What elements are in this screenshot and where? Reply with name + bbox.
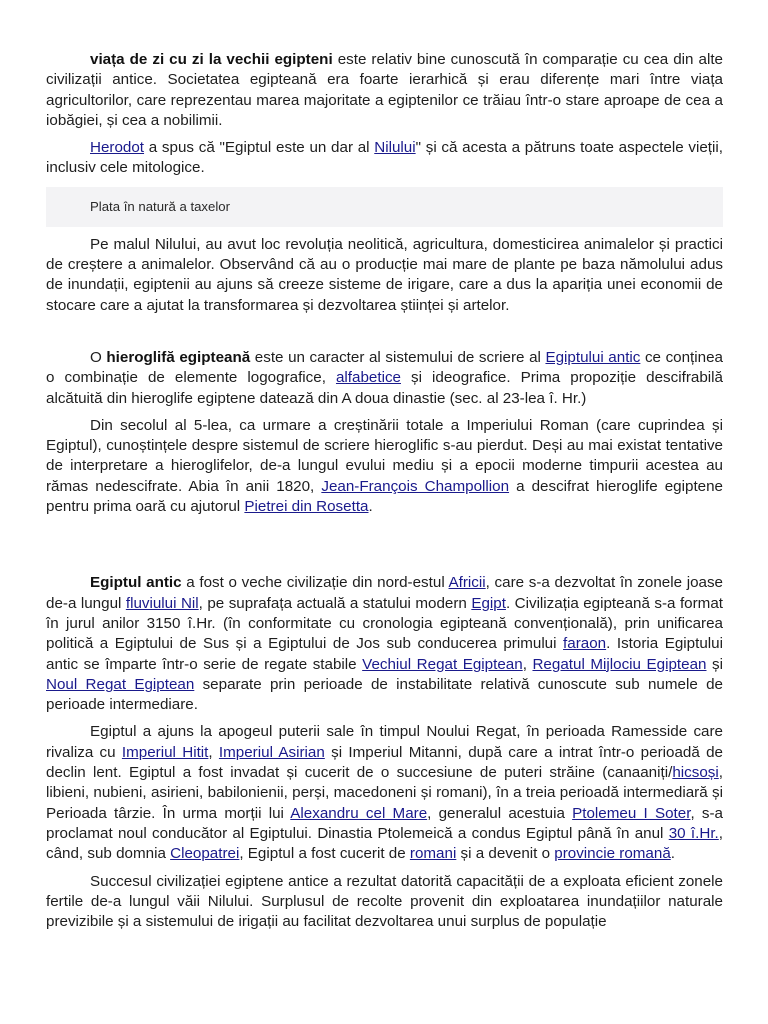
link-champollion[interactable]: Jean-François Champollion [321, 477, 510, 495]
link-africii[interactable]: Africii [448, 574, 486, 592]
link-egiptului-antic[interactable]: Egiptului antic [545, 348, 641, 366]
link-regatul-mijlociu[interactable]: Regatul Mijlociu Egiptean [532, 655, 707, 673]
paragraph-ancient-egypt: Egiptul antic a fost o veche civilizație din nord-estul Africii, care s-a dezvoltat în zonele joase de-a lungul fluviului Nil, pe suprafața actuală a statului modern Egipt. Civilizația egipteană s-a format în jurul anilor 3150 î.Hr. (în conformitate cu cronologia egipteană convențională), prin unificarea politică a Egiptului de Sus și a Egiptului de Jos sub conducerea primului faraon. Istoria Egiptului antic se împarte într-o serie de regate stabile Vechiul Regat Egiptean, Regatul Mijlociu Egiptean și Noul Regat Egiptean separate prin perioade de instabilitate relativă cunoscute sub numele de perioade intermediare. [46, 574, 724, 714]
paragraph-hieroglyph: O hieroglifă egipteană este un caracter al sistemului de scriere al Egiptului antic ce conținea o combinație de elemente logografice, alfabetice și ideografice. Prima propoziție descifrabilă alcătuită din hieroglife egiptene datează din A doua dinastie (sec. al 23-lea î. Hr.) [46, 348, 723, 407]
link-alfabetice[interactable]: alfabetice [335, 369, 401, 387]
link-romani[interactable]: romani [409, 845, 457, 863]
link-hicsosi[interactable]: hicsoși [672, 764, 719, 782]
link-ptolemeu[interactable]: Ptolemeu I Soter [572, 804, 691, 822]
link-30-ihr[interactable]: 30 î.Hr. [668, 824, 719, 842]
link-nilului[interactable]: Nilului [374, 139, 416, 157]
image-caption: Plata în natură a taxelor [46, 187, 723, 227]
document-page [46, 50, 723, 932]
link-herodot[interactable]: Herodot [90, 139, 145, 157]
link-vechiul-regat[interactable]: Vechiul Regat Egiptean [362, 655, 523, 673]
bold-term: Egiptul antic [90, 574, 182, 592]
section-spacer [46, 517, 723, 573]
link-fluviului-nil[interactable]: fluviului Nil [125, 594, 199, 612]
link-noul-regat[interactable]: Noul Regat Egiptean [46, 675, 195, 693]
link-imperiul-hitit[interactable]: Imperiul Hitit [121, 743, 209, 761]
link-faraon[interactable]: faraon [563, 635, 607, 653]
paragraph-new-kingdom: Egiptul a ajuns la apogeul puterii sale în timpul Noului Regat, în perioada Ramesside care rivaliza cu Imperiul Hitit, Imperiul Asirian și Imperiul Mitanni, după care a intrat într-o perioadă de declin lent. Egiptul a fost invadat și cucerit de o succesiune de puteri străine (canaaniți/hicsoși, libieni, nubieni, asirieni, babilonienii, perși, macedoneni și romani), în a treia perioadă intermediară și Perioada târzie. În urma morții lui Alexandru cel Mare, generalul acestuia Ptolemeu I Soter, s-a proclamat noul conducător al Egiptului. Dinastia Ptolemeică a condus Egiptul până în anul 30 î.Hr., când, sub domnia Cleopatrei, Egiptul a fost cucerit de romani și a devenit o provincie romană. [46, 723, 723, 863]
paragraph-neolithic: Pe malul Nilului, au avut loc revoluția neolitică, agricultura, domesticirea animalelor și practici de creștere a animalelor. Observând că au o producție mai mare de plante pe baza nămolului adus de inundații, egiptenii au ajuns să creeze sisteme de irigare, care a dus la apariția unei economii de stocare care a ajutat la transformarea și dezvoltarea științei și artelor. [46, 235, 723, 314]
bold-term: viața de zi cu zi la vechii egipteni [90, 51, 333, 68]
link-provincie-romana[interactable]: provincie romană [554, 845, 671, 863]
paragraph-herodot: Herodot a spus că "Egiptul este un dar al Nilului" și că acesta a pătruns toate aspectele vieții, inclusiv cele mitologice. [46, 139, 723, 177]
link-imperiul-asirian[interactable]: Imperiul Asirian [218, 743, 325, 761]
link-egipt[interactable]: Egipt [471, 594, 506, 612]
section-spacer [46, 316, 723, 348]
paragraph-success: Succesul civilizației egiptene antice a rezultat datorită capacității de a exploata eficient zonele fertile de-a lungul văii Nilului. Surplusul de recolte provenit din exploatarea inundațiilor naturale previzibile și a sistemului de irigații au facilitat dezvoltarea unui surplus de populație [46, 872, 723, 931]
bold-term: hieroglifă egipteană [106, 348, 251, 366]
link-alexandru[interactable]: Alexandru cel Mare [290, 804, 428, 822]
paragraph-daily-life: viața de zi cu zi la vechii egipteni este relativ bine cunoscută în comparație cu cea din alte civilizații antice. Societatea egipteană era foarte ierarhică și erau diferențe mari între viața agricultorilor, care reprezentau marea majoritate a egiptenilor ce trăiau într-o stare aproape de cea a iobăgiei, și cea a nobilimii. [46, 51, 723, 129]
paragraph-champollion: Din secolul al 5-lea, ca urmare a creștinării totale a Imperiului Roman (care cuprindea și Egiptul), cunoștințele despre sistemul de scriere hieroglific s-au pierdut. Deși au mai existat tentative de interpretare a hieroglifelor, de-a lungul evului mediu și a epocii moderne timpurii acestea au rămas nedescifrate. Abia în anii 1820, Jean-François Champollion a descifrat hieroglife egiptene pentru prima oară cu ajutorul Pietrei din Rosetta. [46, 416, 723, 516]
link-rosetta[interactable]: Pietrei din Rosetta [244, 498, 369, 516]
link-cleopatrei[interactable]: Cleopatrei [170, 845, 240, 863]
